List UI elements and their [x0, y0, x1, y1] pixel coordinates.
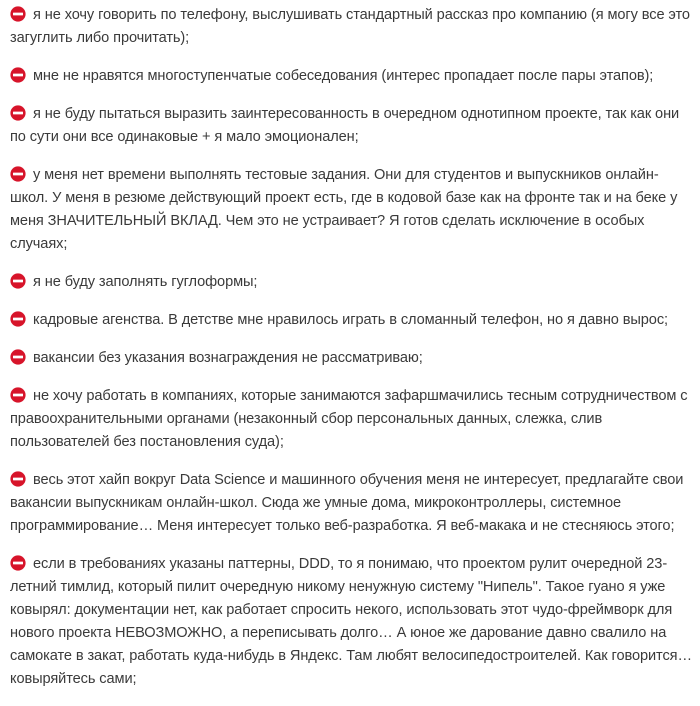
list-item: [10, 553, 692, 691]
list-item: [10, 469, 692, 538]
list-item-text: если в требованиях указаны паттерны, DDD, то я понимаю, что проектом рулит очередной 23-летний тимлид, который пилит очередную никому ненужную систему "Нипель". Такое гуано я уже ковырял: документации нет, как работает спросить некого, использовать этот чудо-фреймворк для нового проекта НЕВОЗМОЖНО, а переписывать долго… А юное же дарование давно свалило на самокате в закат, работать куда-нибудь в Яндекс. Там любят велосипедостроителей. Как говорится… ковыряйтесь сами;: [10, 556, 692, 687]
no-entry-icon: [10, 105, 26, 121]
list-item-text: мне не нравятся многоступенчатые собеседования (интерес пропадает после пары этапов);: [33, 68, 654, 84]
list-item-text: я не буду заполнять гуглоформы;: [33, 274, 258, 290]
list-item: [10, 385, 692, 454]
list-item-text: кадровые агенства. В детстве мне нравилось играть в сломанный телефон, но я давно вырос;: [33, 312, 668, 328]
list-item-text: я не хочу говорить по телефону, выслушивать стандартный рассказ про компанию (я могу все это загуглить либо прочитать);: [10, 7, 690, 46]
no-entry-icon: [10, 6, 26, 22]
list-item-text: вакансии без указания вознаграждения не рассматриваю;: [33, 350, 423, 366]
no-entry-icon: [10, 387, 26, 403]
no-entry-icon: [10, 349, 26, 365]
no-entry-icon: [10, 471, 26, 487]
list-item: [10, 4, 692, 50]
list-item: [10, 347, 692, 370]
list-item-text: весь этот хайп вокруг Data Science и машинного обучения меня не интересует, предлагайте свои вакансии выпускникам онлайн-школ. Сюда же умные дома, микроконтроллеры, системное программирование… Меня интересует только веб-разработка. Я веб-макака и не стесняюсь этого;: [10, 472, 684, 534]
list-item-text: у меня нет времени выполнять тестовые задания. Они для студентов и выпускников онлайн-школ. У меня в резюме действующий проект есть, где в кодовой базе как на фронте так и на беке у меня ЗНАЧИТЕЛЬНЫЙ ВКЛАД. Чем это не устраивает? Я готов сделать исключение в особых случаях;: [10, 167, 678, 252]
list-item: [10, 271, 692, 294]
list-item: [10, 65, 692, 88]
no-entry-icon: [10, 67, 26, 83]
no-entry-icon: [10, 555, 26, 571]
list-item: [10, 309, 692, 332]
no-entry-icon: [10, 311, 26, 327]
list-item: [10, 164, 692, 256]
list-item: [10, 103, 692, 149]
no-entry-icon: [10, 273, 26, 289]
no-entry-icon: [10, 166, 26, 182]
restriction-list: [10, 4, 692, 706]
list-item-text: не хочу работать в компаниях, которые занимаются зафаршмачились тесным сотрудничеством с правоохранительными органами (незаконный сбор персональных данных, слежка, слив пользователей без постановления суда);: [10, 388, 688, 450]
list-item-text: я не буду пытаться выразить заинтересованность в очередном однотипном проекте, так как они по сути они все одинаковые + я мало эмоционален;: [10, 106, 680, 145]
